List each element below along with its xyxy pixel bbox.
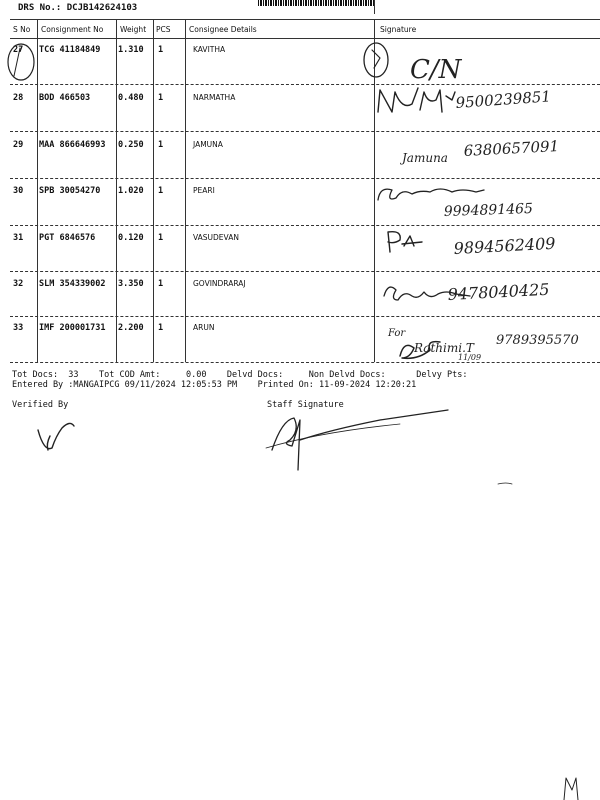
summary-totals: Tot Docs: 33 Tot COD Amt: 0.00 Delvd Docs: Non Delvd Docs: Delvy Pts: — [12, 370, 468, 380]
row32-phone-handwriting: 9478040425 — [447, 279, 550, 304]
row-consignee: NARMATHA — [193, 93, 236, 102]
row-pcs: 1 — [158, 279, 164, 289]
row-consignee: VASUDEVAN — [193, 233, 239, 242]
row-weight: 1.310 — [118, 45, 144, 55]
row-weight: 0.120 — [118, 233, 144, 243]
row-sno: 32 — [13, 279, 24, 289]
header-signature: Signature — [380, 25, 417, 34]
row30-signature — [378, 189, 484, 200]
row-consignee: JAMUNA — [193, 140, 223, 149]
row-consignee: KAVITHA — [193, 45, 226, 54]
row-consignee: GOVINDRARAJ — [193, 279, 246, 288]
row-pcs: 1 — [158, 323, 164, 333]
row-sno: 27 — [13, 45, 24, 55]
row-consignee: ARUN — [193, 323, 215, 332]
row-weight: 1.020 — [118, 186, 144, 196]
row-consignment: IMF 200001731 — [39, 323, 106, 333]
row-sno: 31 — [13, 233, 24, 243]
row33-phone-handwriting: 9789395570 — [496, 333, 579, 348]
row27-circle-scribble — [8, 44, 34, 80]
corner-mark — [564, 778, 578, 800]
row27-signature-circle — [364, 43, 388, 77]
staff-signature-stroke — [266, 424, 400, 448]
row-consignment: PGT 6846576 — [39, 233, 96, 243]
row-weight: 2.200 — [118, 323, 144, 333]
row31-phone-handwriting: 9894562409 — [453, 233, 556, 258]
row-consignee: PEARI — [193, 186, 215, 195]
row28-phone-handwriting: 9500239851 — [455, 87, 552, 112]
row29-phone-handwriting: 6380657091 — [463, 137, 560, 160]
summary-entered: Entered By :MANGAIPCG 09/11/2024 12:05:53 PM Printed On: 11-09-2024 12:20:21 — [12, 380, 417, 390]
row29-name-handwriting: Jamuna — [402, 151, 448, 165]
header-sno: S No — [13, 25, 31, 34]
row-pcs: 1 — [158, 45, 164, 55]
row27-slash-scribble — [14, 48, 20, 76]
row-consignment: TCG 41184849 — [39, 45, 101, 55]
row-pcs: 1 — [158, 186, 164, 196]
row27-signature-mark — [372, 50, 380, 68]
row-pcs: 1 — [158, 140, 164, 150]
row33-date-handwriting: 11/09 — [458, 353, 482, 362]
row-consignment: MAA 866646993 — [39, 140, 106, 150]
staff-signature-label: Staff Signature — [267, 400, 344, 410]
row27-cn-handwriting: C/N — [410, 55, 462, 85]
row-sno: 30 — [13, 186, 24, 196]
header-consignment: Consignment No — [41, 25, 104, 34]
row-sno: 33 — [13, 323, 24, 333]
row28-signature — [378, 88, 455, 112]
row30-phone-handwriting: 9994891465 — [443, 200, 534, 220]
row-weight: 3.350 — [118, 279, 144, 289]
row-consignment: SPB 30054270 — [39, 186, 101, 196]
row-consignment: SLM 354339002 — [39, 279, 106, 289]
row-pcs: 1 — [158, 93, 164, 103]
row-pcs: 1 — [158, 233, 164, 243]
row33-name-handwriting: Rathimi.T — [414, 341, 474, 355]
row-weight: 0.250 — [118, 140, 144, 150]
drs-number: DRS No.: DCJB142624103 — [18, 3, 138, 13]
row33-for-handwriting: For — [388, 328, 406, 339]
row-weight: 0.480 — [118, 93, 144, 103]
faint-mark — [498, 483, 512, 484]
row31-signature — [388, 232, 422, 252]
verified-by-label: Verified By — [12, 400, 69, 410]
header-weight: Weight — [120, 25, 147, 34]
verified-signature — [38, 423, 74, 450]
header-pcs: PCS — [156, 25, 171, 34]
header-consignee: Consignee Details — [189, 25, 257, 34]
row-sno: 28 — [13, 93, 24, 103]
row-consignment: BOD 466503 — [39, 93, 91, 103]
row-sno: 29 — [13, 140, 24, 150]
